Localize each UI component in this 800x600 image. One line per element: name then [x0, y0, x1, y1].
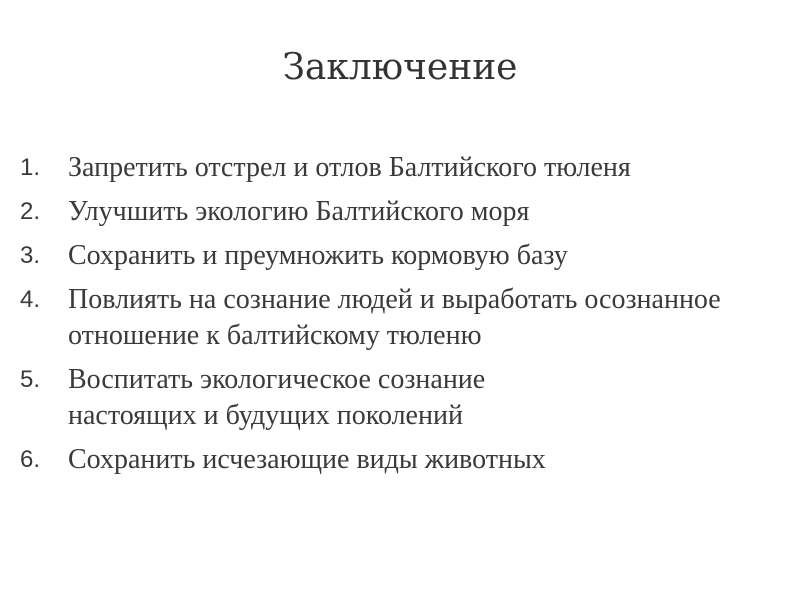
list-item-number: 5.: [20, 366, 41, 393]
list-item: [20, 282, 790, 354]
list-item-number: 1.: [20, 154, 41, 181]
list-item-text: Запретить отстрел и отлов Балтийского тюленя: [68, 152, 631, 183]
list-item-text: Повлиять на сознание людей и выработать осознанное отношение к балтийскому тюленю: [68, 284, 721, 351]
list-item-number: 2.: [20, 198, 41, 225]
list-item: [20, 194, 790, 230]
list-item-number: 4.: [20, 286, 41, 313]
list-item-number: 3.: [20, 242, 41, 269]
conclusion-list: [20, 150, 790, 486]
list-item-text: Воспитать экологическое сознание настоящих и будущих поколений: [68, 364, 486, 431]
list-item-text: Сохранить и преумножить кормовую базу: [68, 240, 568, 271]
list-item-text: Сохранить исчезающие виды животных: [68, 444, 546, 475]
list-item: [20, 362, 790, 434]
slide-title: Заключение: [282, 47, 518, 88]
list-item: [20, 238, 790, 274]
list-item-number: 6.: [20, 446, 41, 473]
list-item-text: Улучшить экологию Балтийского моря: [68, 196, 530, 227]
list-item: [20, 442, 790, 478]
list-item: [20, 150, 790, 186]
